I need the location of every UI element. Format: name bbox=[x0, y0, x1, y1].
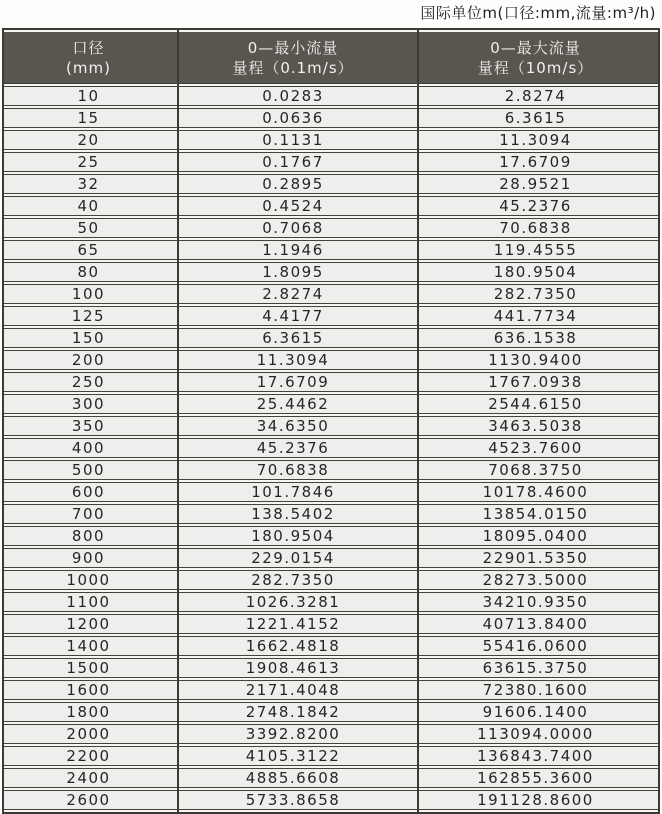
table-row bbox=[4, 768, 658, 788]
table-cell: 0.0283 bbox=[173, 86, 413, 106]
table-cell: 1130.9400 bbox=[413, 350, 658, 370]
column-divider-2 bbox=[417, 30, 419, 812]
header-max-flow bbox=[413, 32, 658, 84]
table-cell: 600 bbox=[4, 482, 173, 502]
table-cell: 6.3615 bbox=[173, 328, 413, 348]
table-cell: 162855.3600 bbox=[413, 768, 658, 788]
table-cell: 441.7734 bbox=[413, 306, 658, 326]
table-cell: 11.3094 bbox=[413, 130, 658, 150]
table-cell: 200 bbox=[4, 350, 173, 370]
table-cell: 1221.4152 bbox=[173, 614, 413, 634]
table-cell: 25 bbox=[4, 152, 173, 172]
table-row bbox=[4, 592, 658, 612]
header-max-flow-line1: 0—最大流量 bbox=[490, 38, 581, 57]
table-cell: 101.7846 bbox=[173, 482, 413, 502]
table-row bbox=[4, 614, 658, 634]
table-cell: 300 bbox=[4, 394, 173, 414]
table-body bbox=[4, 86, 658, 810]
table-row bbox=[4, 306, 658, 326]
table-row bbox=[4, 570, 658, 590]
table-cell: 10 bbox=[4, 86, 173, 106]
table-cell: 100 bbox=[4, 284, 173, 304]
table-cell: 400 bbox=[4, 438, 173, 458]
table-row bbox=[4, 262, 658, 282]
table-cell: 63615.3750 bbox=[413, 658, 658, 678]
table-cell: 28.9521 bbox=[413, 174, 658, 194]
table-cell: 119.4555 bbox=[413, 240, 658, 260]
table-cell: 282.7350 bbox=[173, 570, 413, 590]
table-cell: 0.2895 bbox=[173, 174, 413, 194]
table-cell: 136843.7400 bbox=[413, 746, 658, 766]
table-cell: 72380.1600 bbox=[413, 680, 658, 700]
table-cell: 18095.0400 bbox=[413, 526, 658, 546]
table-cell: 191128.8600 bbox=[413, 790, 658, 810]
table-cell: 32 bbox=[4, 174, 173, 194]
table-cell: 11.3094 bbox=[173, 350, 413, 370]
table-cell: 900 bbox=[4, 548, 173, 568]
table-cell: 1662.4818 bbox=[173, 636, 413, 656]
table-row bbox=[4, 350, 658, 370]
table-cell: 180.9504 bbox=[173, 526, 413, 546]
header-min-flow bbox=[173, 32, 413, 84]
table-cell: 6.3615 bbox=[413, 108, 658, 128]
table-cell: 3392.8200 bbox=[173, 724, 413, 744]
table-title: 国际单位m(口径:mm,流量:m³/h) bbox=[420, 4, 656, 22]
table-cell: 180.9504 bbox=[413, 262, 658, 282]
table-cell: 1200 bbox=[4, 614, 173, 634]
table-cell: 1100 bbox=[4, 592, 173, 612]
table-cell: 125 bbox=[4, 306, 173, 326]
table-cell: 282.7350 bbox=[413, 284, 658, 304]
table-cell: 80 bbox=[4, 262, 173, 282]
table-row bbox=[4, 680, 658, 700]
table-row bbox=[4, 438, 658, 458]
table-cell: 1767.0938 bbox=[413, 372, 658, 392]
table-cell: 2000 bbox=[4, 724, 173, 744]
table-row bbox=[4, 746, 658, 766]
table-cell: 25.4462 bbox=[173, 394, 413, 414]
table-cell: 34.6350 bbox=[173, 416, 413, 436]
table-row bbox=[4, 504, 658, 524]
table-row bbox=[4, 196, 658, 216]
table-cell: 2171.4048 bbox=[173, 680, 413, 700]
table-cell: 5733.8658 bbox=[173, 790, 413, 810]
table-cell: 45.2376 bbox=[413, 196, 658, 216]
table-row bbox=[4, 548, 658, 568]
table-row bbox=[4, 394, 658, 414]
table-cell: 0.4524 bbox=[173, 196, 413, 216]
flow-range-table bbox=[4, 30, 658, 812]
table-cell: 1000 bbox=[4, 570, 173, 590]
table-cell: 65 bbox=[4, 240, 173, 260]
table-row bbox=[4, 130, 658, 150]
header-diameter-line2: (mm) bbox=[66, 58, 111, 77]
table-row bbox=[4, 724, 658, 744]
table-cell: 0.0636 bbox=[173, 108, 413, 128]
table-row bbox=[4, 702, 658, 722]
table-cell: 1908.4613 bbox=[173, 658, 413, 678]
table-cell: 1500 bbox=[4, 658, 173, 678]
table-row bbox=[4, 240, 658, 260]
table-row bbox=[4, 416, 658, 436]
table-row bbox=[4, 328, 658, 348]
table-cell: 1800 bbox=[4, 702, 173, 722]
table-cell: 138.5402 bbox=[173, 504, 413, 524]
table-cell: 4105.3122 bbox=[173, 746, 413, 766]
table-cell: 2600 bbox=[4, 790, 173, 810]
header-min-flow-line2: 量程（0.1m/s） bbox=[232, 58, 354, 77]
table-cell: 4885.6608 bbox=[173, 768, 413, 788]
table-cell: 700 bbox=[4, 504, 173, 524]
table-cell: 15 bbox=[4, 108, 173, 128]
table-row bbox=[4, 86, 658, 106]
table-cell: 1400 bbox=[4, 636, 173, 656]
table-cell: 50 bbox=[4, 218, 173, 238]
table-cell: 70.6838 bbox=[173, 460, 413, 480]
table-cell: 10178.4600 bbox=[413, 482, 658, 502]
table-cell: 1.1946 bbox=[173, 240, 413, 260]
table-cell: 229.0154 bbox=[173, 548, 413, 568]
table-row bbox=[4, 658, 658, 678]
table-cell: 20 bbox=[4, 130, 173, 150]
table-cell: 45.2376 bbox=[173, 438, 413, 458]
table-cell: 636.1538 bbox=[413, 328, 658, 348]
table-cell: 40713.8400 bbox=[413, 614, 658, 634]
table-cell: 7068.3750 bbox=[413, 460, 658, 480]
table-row bbox=[4, 482, 658, 502]
table-row bbox=[4, 152, 658, 172]
table-cell: 22901.5350 bbox=[413, 548, 658, 568]
table-cell: 34210.9350 bbox=[413, 592, 658, 612]
header-row bbox=[4, 32, 658, 84]
table-cell: 17.6709 bbox=[413, 152, 658, 172]
table-cell: 4523.7600 bbox=[413, 438, 658, 458]
table-row bbox=[4, 108, 658, 128]
table-cell: 91606.1400 bbox=[413, 702, 658, 722]
table-cell: 800 bbox=[4, 526, 173, 546]
table-cell: 13854.0150 bbox=[413, 504, 658, 524]
table-cell: 17.6709 bbox=[173, 372, 413, 392]
table-row bbox=[4, 790, 658, 810]
table-cell: 55416.0600 bbox=[413, 636, 658, 656]
table-cell: 2544.6150 bbox=[413, 394, 658, 414]
header-diameter-line1: 口径 bbox=[72, 38, 105, 57]
table-cell: 500 bbox=[4, 460, 173, 480]
table-cell: 2.8274 bbox=[173, 284, 413, 304]
table-cell: 350 bbox=[4, 416, 173, 436]
table-row bbox=[4, 218, 658, 238]
table-row bbox=[4, 526, 658, 546]
table-cell: 70.6838 bbox=[413, 218, 658, 238]
table-cell: 28273.5000 bbox=[413, 570, 658, 590]
header-diameter bbox=[4, 32, 173, 84]
table-row bbox=[4, 636, 658, 656]
table-cell: 2.8274 bbox=[413, 86, 658, 106]
header-min-flow-line1: 0—最小流量 bbox=[247, 38, 339, 57]
table-cell: 40 bbox=[4, 196, 173, 216]
table-cell: 1600 bbox=[4, 680, 173, 700]
table-cell: 2400 bbox=[4, 768, 173, 788]
table-cell: 4.4177 bbox=[173, 306, 413, 326]
table-cell: 150 bbox=[4, 328, 173, 348]
table-cell: 3463.5038 bbox=[413, 416, 658, 436]
table-row bbox=[4, 460, 658, 480]
table-cell: 113094.0000 bbox=[413, 724, 658, 744]
table-cell: 2200 bbox=[4, 746, 173, 766]
flow-range-table-container bbox=[2, 28, 660, 814]
table-cell: 0.1131 bbox=[173, 130, 413, 150]
table-cell: 2748.1842 bbox=[173, 702, 413, 722]
table-cell: 1.8095 bbox=[173, 262, 413, 282]
table-header bbox=[4, 32, 658, 84]
table-cell: 0.7068 bbox=[173, 218, 413, 238]
table-cell: 1026.3281 bbox=[173, 592, 413, 612]
table-row bbox=[4, 174, 658, 194]
header-max-flow-line2: 量程（10m/s） bbox=[477, 58, 594, 77]
table-row bbox=[4, 284, 658, 304]
column-divider-1 bbox=[177, 30, 179, 812]
table-cell: 250 bbox=[4, 372, 173, 392]
table-row bbox=[4, 372, 658, 392]
table-cell: 0.1767 bbox=[173, 152, 413, 172]
